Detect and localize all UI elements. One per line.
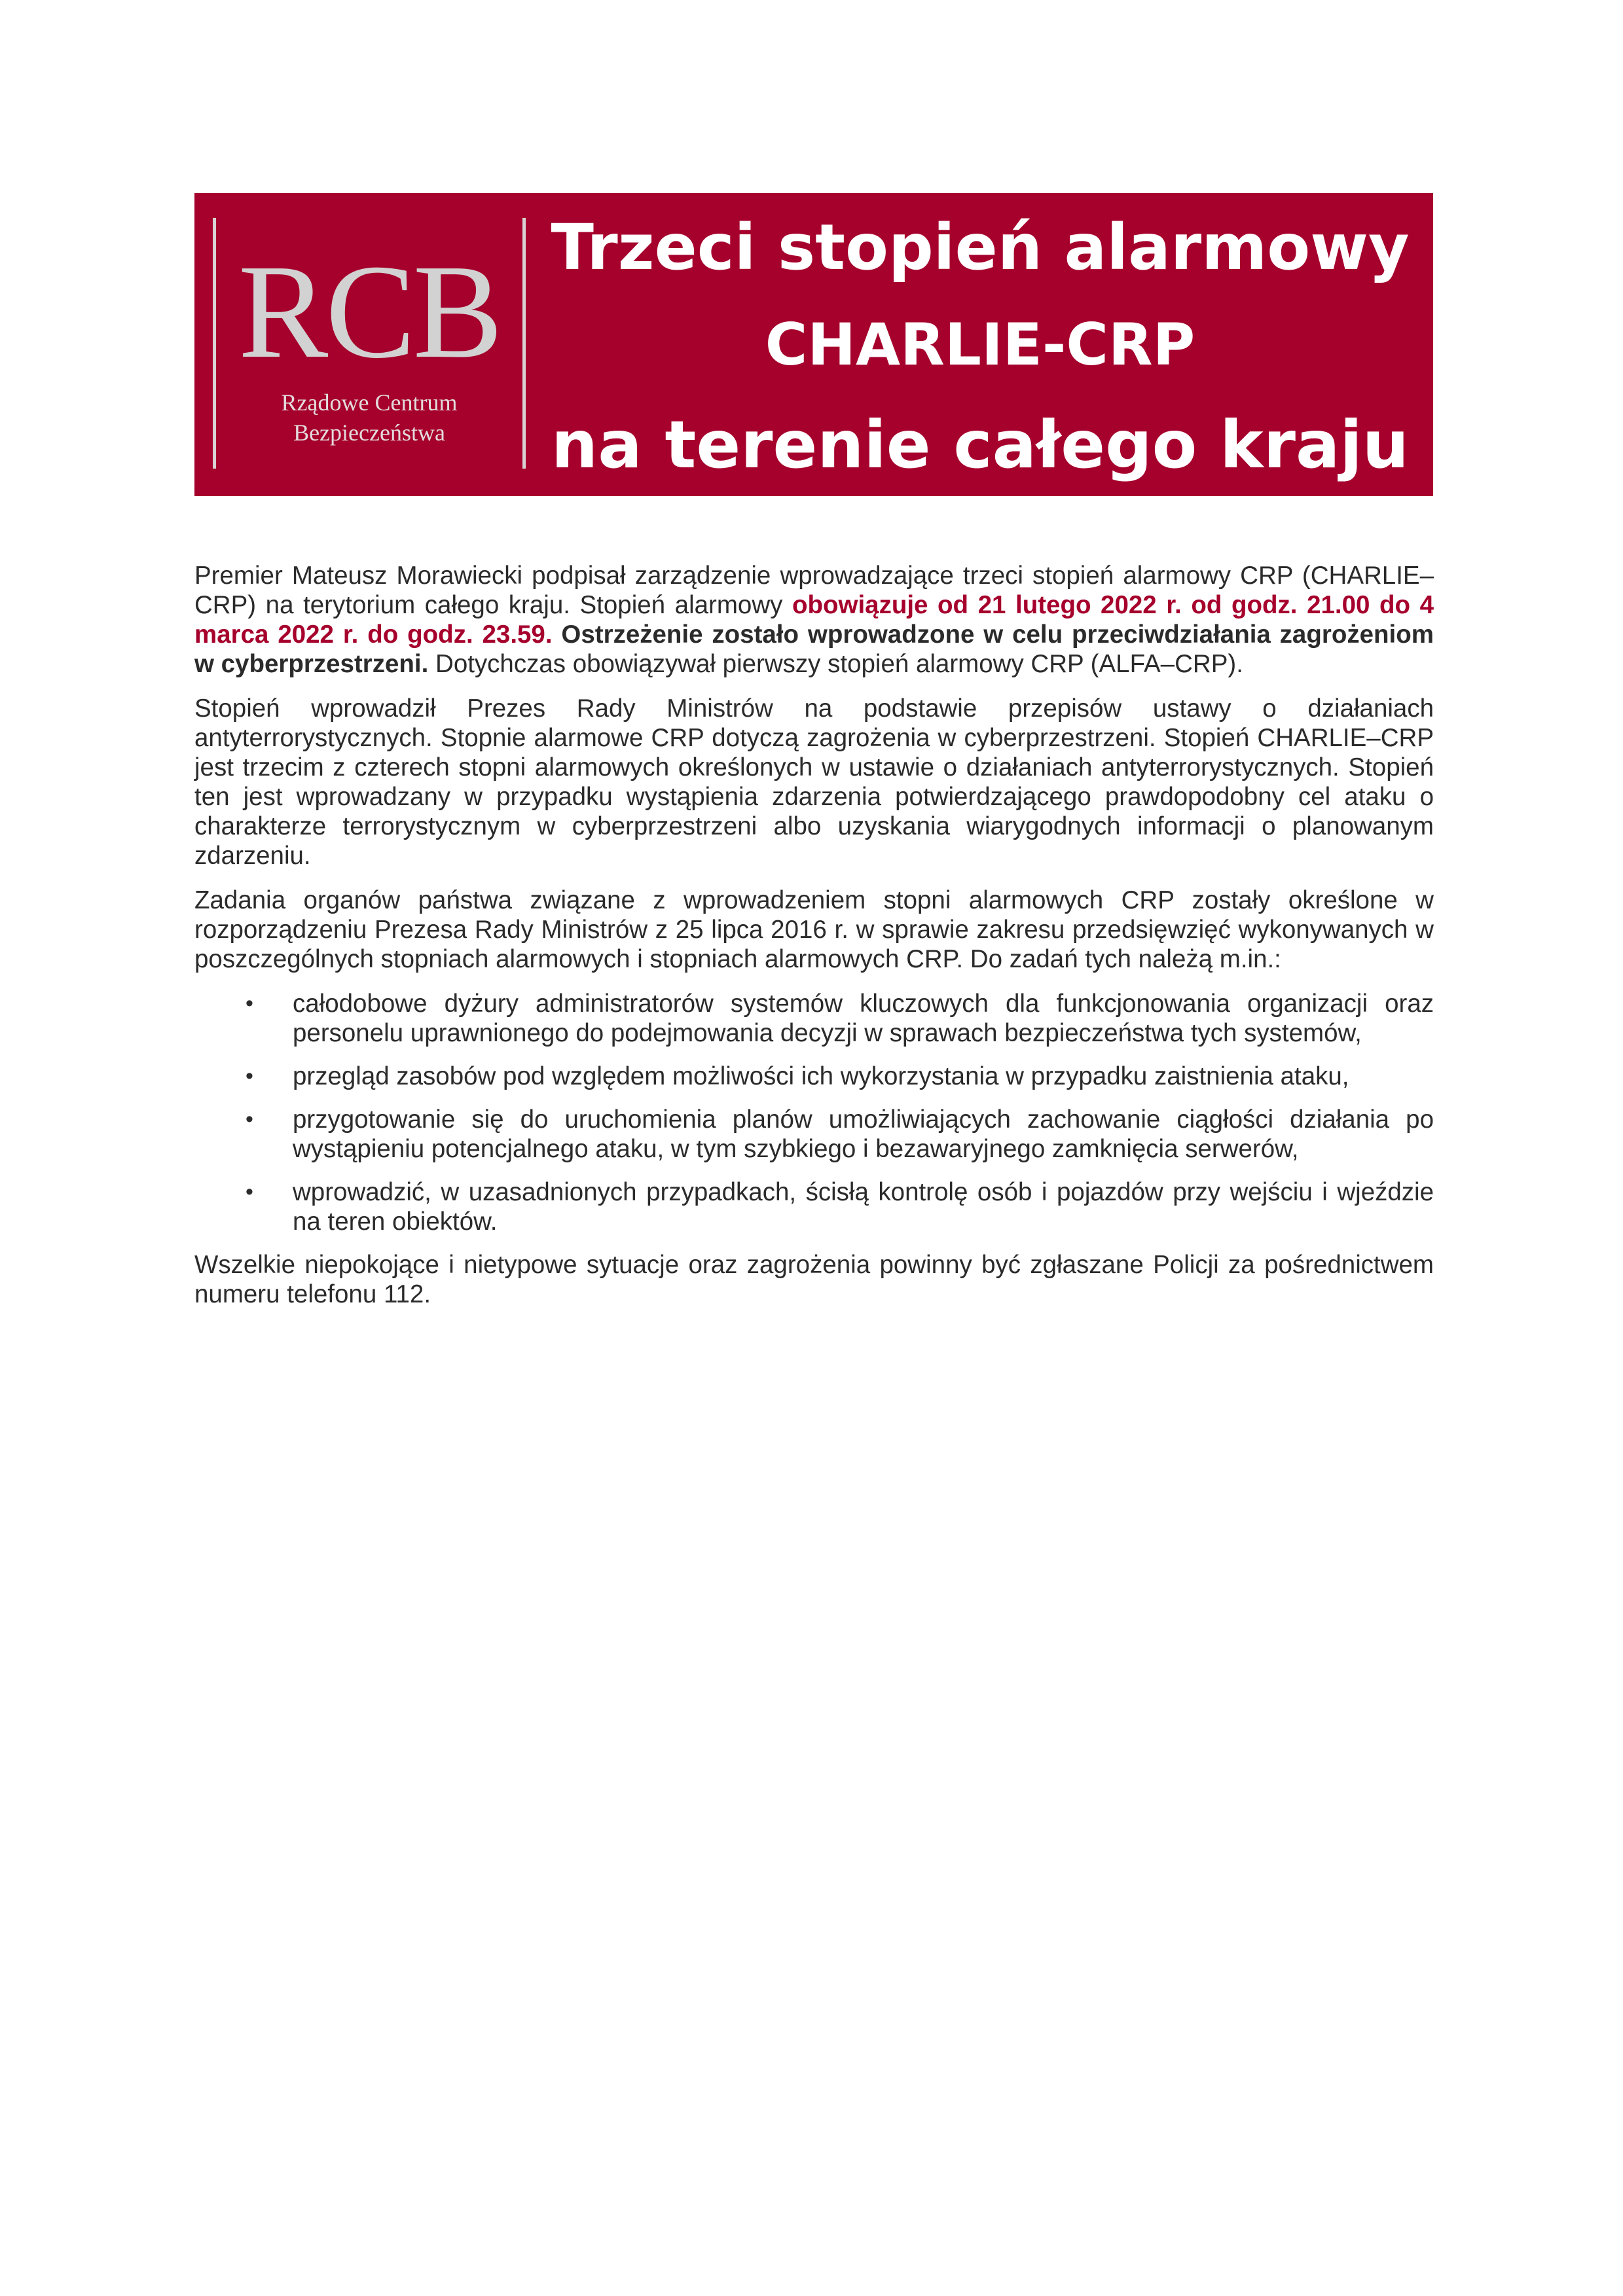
intro-space [553,620,562,649]
list-item [194,1062,1434,1091]
rcb-logo [213,218,526,469]
paragraph-tasks-intro: Zadania organów państwa związane z wprowadzeniem stopni alarmowych CRP zostały określone w rozporządzeniu Prezesa Rady Ministrów z 25 lipca 2016 r. w sprawie zakresu przedsięwzięć wykonywanych w poszczególnych stopniach alarmowych i stopniach alarmowych CRP. Do zadań tych należą m.in.: [194,886,1434,973]
validity-period-highlight: obowiązuje od 21 lutego 2022 r. od godz. 21.00 do 4 marca 2022 r. do godz. 23.59. [194,591,1434,649]
purpose-highlight: Ostrzeżenie zostało wprowadzone w celu przeciwdziałania zagrożeniom w cyberprzestrzeni. [194,620,1434,678]
list-item-text: wprowadzić, w uzasadnionych przypadkach, ścisłą kontrolę osób i pojazdów przy wejściu i wjeździe na teren obiektów. [293,1178,1434,1236]
bullet-icon: • [246,991,253,1016]
logo-subtitle-line2: Bezpieczeństwa [293,420,445,446]
logo-letters: RCB [238,236,501,386]
article-body [194,561,1434,1324]
intro-text: Premier Mateusz Morawiecki podpisał zarządzenie wprowadzające trzeci stopień alarmowy CRP (CHARLIE–CRP) na terytorium całego kraju. Stopień alarmowy [194,562,1434,619]
banner-headline-line3: na terenie całego kraju [551,406,1409,483]
list-item-text: całodobowe dyżury administratorów systemów kluczowych dla funkcjonowania organizacji oraz personelu uprawnionego do podejmowania decyzji w sprawach bezpieczeństwa tych systemów, [293,990,1434,1047]
list-item [194,1105,1434,1164]
bullet-icon: • [246,1107,253,1132]
list-item [194,1177,1434,1236]
tasks-list [194,989,1434,1236]
bullet-icon: • [246,1179,253,1204]
paragraph-reporting: Wszelkie niepokojące i nietypowe sytuacje oraz zagrożenia powinny być zgłaszane Policji za pośrednictwem numeru telefonu 112. [194,1251,1434,1308]
logo-subtitle-line1: Rządowe Centrum [281,389,458,416]
paragraph-intro [194,561,1434,679]
list-item-text: przygotowanie się do uruchomienia planów umożliwiających zachowanie ciągłości działania po wystąpieniu potencjalnego ataku, w tym szybkiego i bezawaryjnego zamknięcia serwerów, [293,1105,1434,1163]
list-item-text: przegląd zasobów pod względem możliwości ich wykorzystania w przypadku zaistnienia ataku, [293,1062,1349,1090]
banner-headline-line2: CHARLIE-CRP [765,311,1195,378]
intro-text-end: Dotychczas obowiązywał pierwszy stopień alarmowy CRP (ALFA–CRP). [428,650,1243,678]
header-banner [194,193,1433,496]
paragraph-legal-basis: Stopień wprowadził Prezes Rady Ministrów na podstawie przepisów ustawy o działaniach antyterrorystycznych. Stopnie alarmowe CRP dotyczą zagrożenia w cyberprzestrzeni. Stopień CHARLIE–CRP jest trzecim z czterech stopni alarmowych określonych w ustawie o działaniach antyterrorystycznych. Stopień ten jest wprowadzany w przypadku wystąpienia zdarzenia potwierdzającego prawdopodobny cel ataku o charakterze terrorystycznym w cyberprzestrzeni albo uzyskania wiarygodnych informacji o planowanym zdarzeniu. [194,694,1434,870]
banner-headline-line1: Trzeci stopień alarmowy [551,211,1410,284]
bullet-icon: • [246,1064,253,1088]
list-item [194,989,1434,1048]
